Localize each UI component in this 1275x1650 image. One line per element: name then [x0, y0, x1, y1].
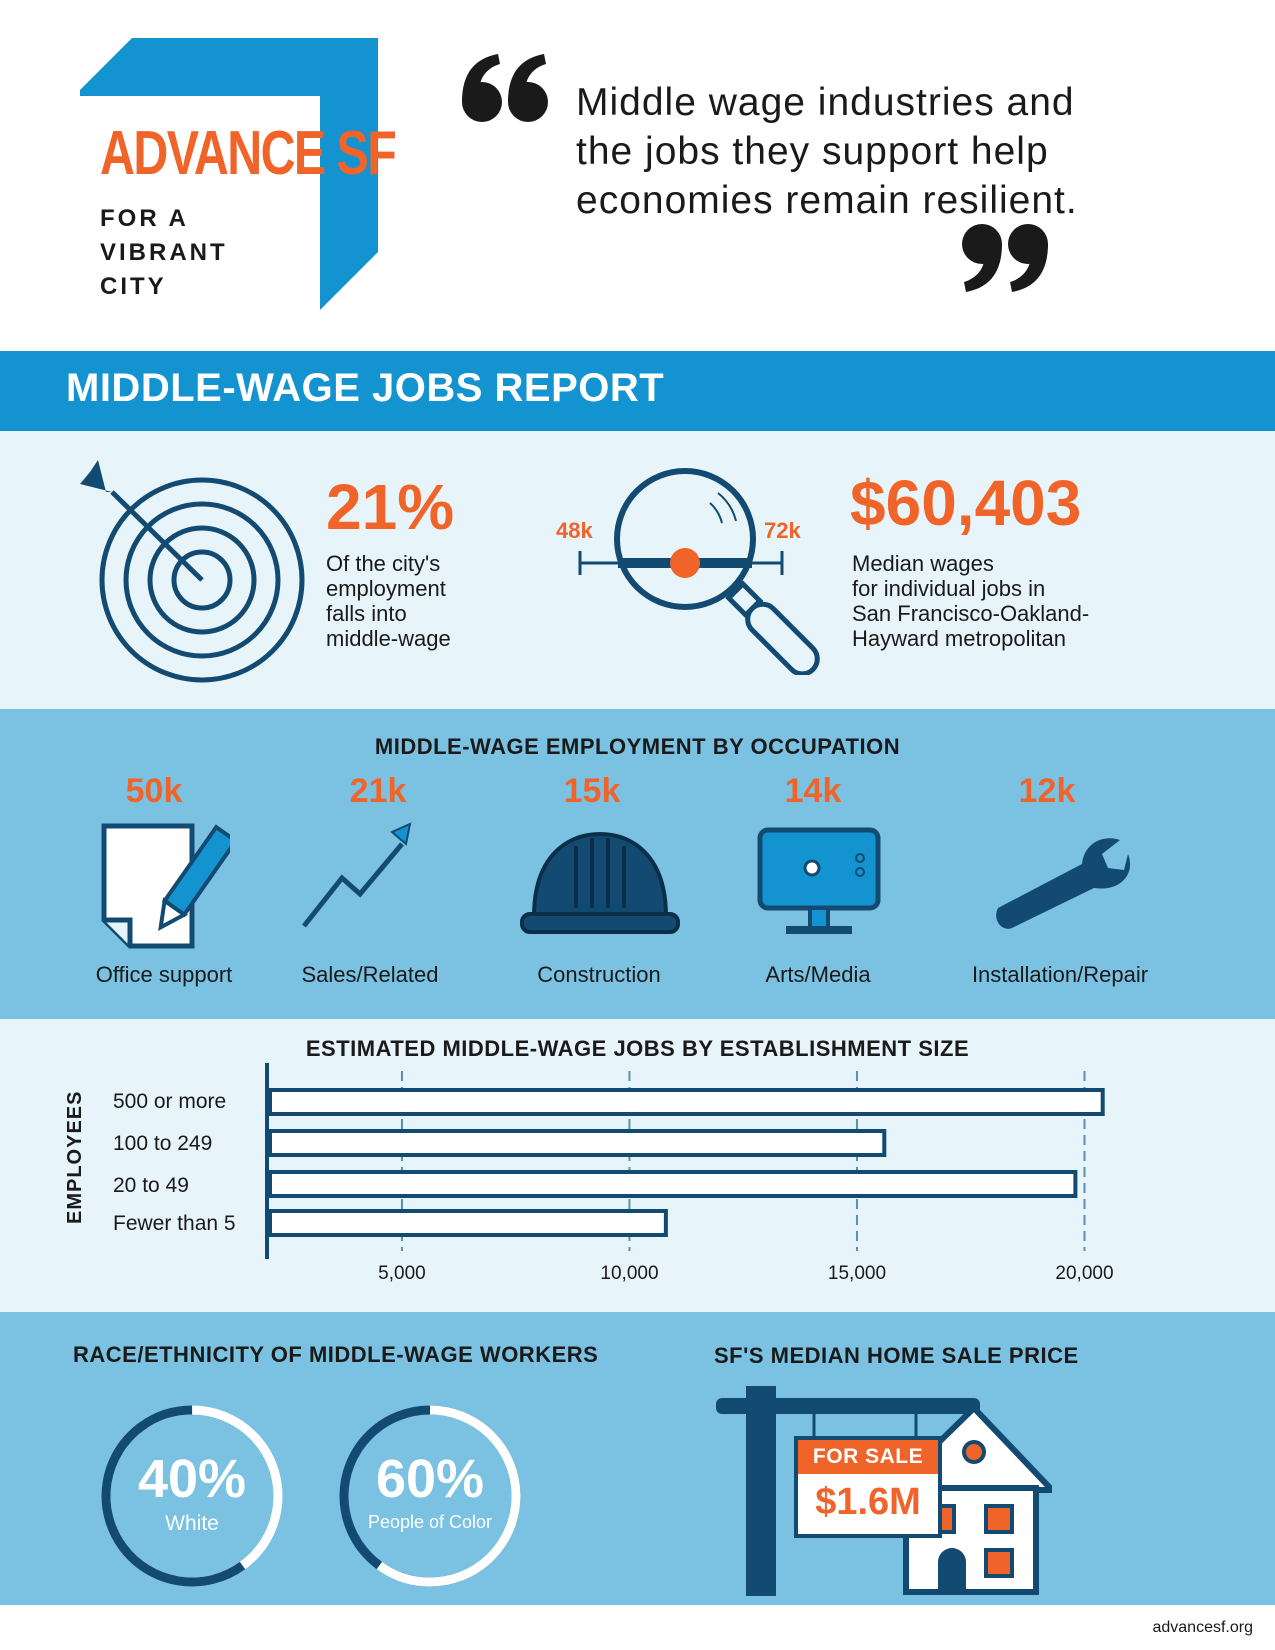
- monitor-icon: [756, 826, 882, 938]
- for-sale-placard: [794, 1436, 942, 1538]
- bar: [270, 1090, 1103, 1114]
- race-pct-white: 40%: [137, 1449, 247, 1509]
- chart-title: ESTIMATED MIDDLE-WAGE JOBS BY ESTABLISHMENT SIZE: [305, 1036, 970, 1061]
- wrench-icon: [990, 832, 1130, 932]
- occupation-label: Installation/Repair: [971, 962, 1149, 987]
- x-tick-label: 10,000: [600, 1263, 659, 1284]
- for-sale-label: FOR SALE: [798, 1440, 938, 1474]
- occupation-value: 21k: [349, 772, 407, 810]
- wage-range-high: 72k: [764, 518, 801, 543]
- bar: [270, 1211, 666, 1235]
- occupation-label: Arts/Media: [765, 962, 871, 987]
- race-label-white: White: [165, 1512, 219, 1535]
- bar: [270, 1131, 884, 1155]
- occupation-value: 14k: [784, 772, 842, 810]
- occupation-label: Office support: [95, 962, 233, 987]
- x-tick-label: 5,000: [378, 1263, 426, 1284]
- trend-arrow-icon: [298, 822, 418, 932]
- hard-hat-icon: [520, 830, 680, 940]
- occupation-title: MIDDLE-WAGE EMPLOYMENT BY OCCUPATION: [374, 734, 901, 759]
- magnifier-range-icon: [570, 463, 820, 675]
- occupation-label: Construction: [537, 962, 661, 987]
- bar-category-label: 20 to 49: [113, 1174, 189, 1197]
- bar: [270, 1172, 1075, 1196]
- wage-range-low: 48k: [556, 518, 593, 543]
- document-pencil-icon: [100, 822, 230, 950]
- occupation-value: 15k: [563, 772, 621, 810]
- home-price: $1.6M: [815, 1481, 921, 1523]
- employment-share-description: Of the city's employment falls into middle-wage: [326, 551, 451, 651]
- occupation-value: 50k: [125, 772, 183, 810]
- occupation-value: 12k: [1018, 772, 1076, 810]
- logo-tagline: FOR A VIBRANT CITY: [100, 205, 228, 300]
- x-tick-label: 15,000: [827, 1263, 887, 1284]
- race-label-people-of-color: People of Color: [367, 1512, 493, 1532]
- employment-share-value: 21%: [326, 471, 455, 543]
- footer-url[interactable]: advancesf.org: [1152, 1619, 1253, 1636]
- header-quote: Middle wage industries and the jobs they support help economies remain resilient.: [576, 81, 1078, 222]
- median-wage-value: $60,403: [850, 467, 1082, 539]
- bar-category-label: 100 to 249: [113, 1132, 213, 1155]
- logo-wordmark: ADVANCE SF: [100, 119, 396, 188]
- median-wage-description: Median wages for individual jobs in San Francisco-Oakland- Hayward metropolitan: [852, 551, 1090, 651]
- x-tick-label: 20,000: [1055, 1263, 1114, 1284]
- chart-y-axis-label: EMPLOYEES: [64, 1090, 86, 1224]
- home-title: SF'S MEDIAN HOME SALE PRICE: [714, 1343, 1079, 1368]
- close-quote-icon: [958, 222, 1050, 294]
- bar-category-label: 500 or more: [113, 1090, 227, 1113]
- race-pct-people-of-color: 60%: [375, 1449, 485, 1509]
- race-title: RACE/ETHNICITY OF MIDDLE-WAGE WORKERS: [73, 1342, 599, 1367]
- target-icon: [76, 458, 316, 686]
- report-title: MIDDLE-WAGE JOBS REPORT: [66, 366, 665, 410]
- open-quote-icon: [460, 52, 552, 124]
- occupation-label: Sales/Related: [301, 962, 439, 987]
- bar-category-label: Fewer than 5: [113, 1212, 236, 1235]
